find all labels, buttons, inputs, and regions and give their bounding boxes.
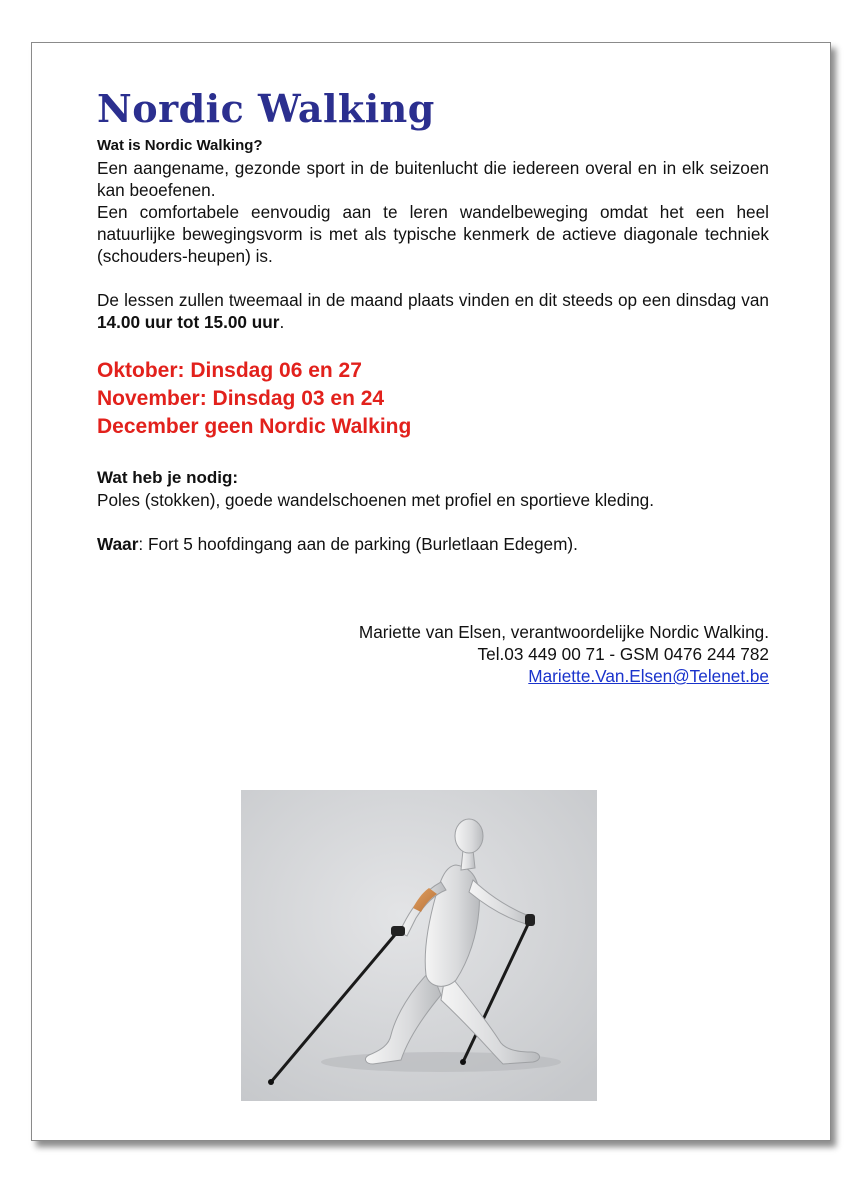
contact-email-link[interactable]: Mariette.Van.Elsen@Telenet.be bbox=[528, 666, 769, 686]
location-paragraph bbox=[97, 533, 769, 555]
date-line-december: December geen Nordic Walking bbox=[97, 415, 412, 438]
location-label: Waar bbox=[97, 534, 139, 554]
contact-name: Mariette van Elsen, verantwoordelijke Nordic Walking. bbox=[358, 622, 769, 642]
location-text: : Fort 5 hoofdingang aan de parking (Burletlaan Edegem). bbox=[138, 534, 578, 554]
nordic-walker-illustration bbox=[241, 790, 597, 1101]
contact-phone: Tel.03 449 00 71 - GSM 0476 244 782 bbox=[477, 644, 769, 664]
intro-paragraph-1: Een aangename, gezonde sport in de buitenlucht die iedereen overal en in elk seizoen kan beoefenen. bbox=[97, 158, 769, 200]
intro-question: Wat is Nordic Walking? bbox=[97, 137, 263, 154]
date-line-october: Oktober: Dinsdag 06 en 27 bbox=[97, 359, 362, 382]
intro-paragraph-2: Een comfortabele eenvoudig aan te leren wandelbeweging omdat het een heel natuurlijke bewegingsvorm is met als typische kenmerk de actieve diagonale techniek (schouders-heupen) is. bbox=[97, 202, 769, 266]
schedule-paragraph bbox=[97, 289, 769, 333]
schedule-end: . bbox=[279, 312, 285, 332]
schedule-text: De lessen zullen tweemaal in de maand plaats vinden en dit steeds op een dinsdag van bbox=[97, 290, 769, 310]
dates-block bbox=[97, 357, 769, 441]
needs-heading: Wat heb je nodig: bbox=[97, 468, 239, 487]
document-page bbox=[31, 42, 831, 1141]
date-line-november: November: Dinsdag 03 en 24 bbox=[97, 387, 385, 410]
needs-text: Poles (stokken), goede wandelschoenen met profiel en sportieve kleding. bbox=[97, 490, 655, 510]
schedule-time: 14.00 uur tot 15.00 uur bbox=[97, 312, 280, 332]
contact-block bbox=[97, 621, 769, 687]
document-content bbox=[97, 87, 769, 687]
page-title: Nordic Walking bbox=[97, 86, 435, 131]
